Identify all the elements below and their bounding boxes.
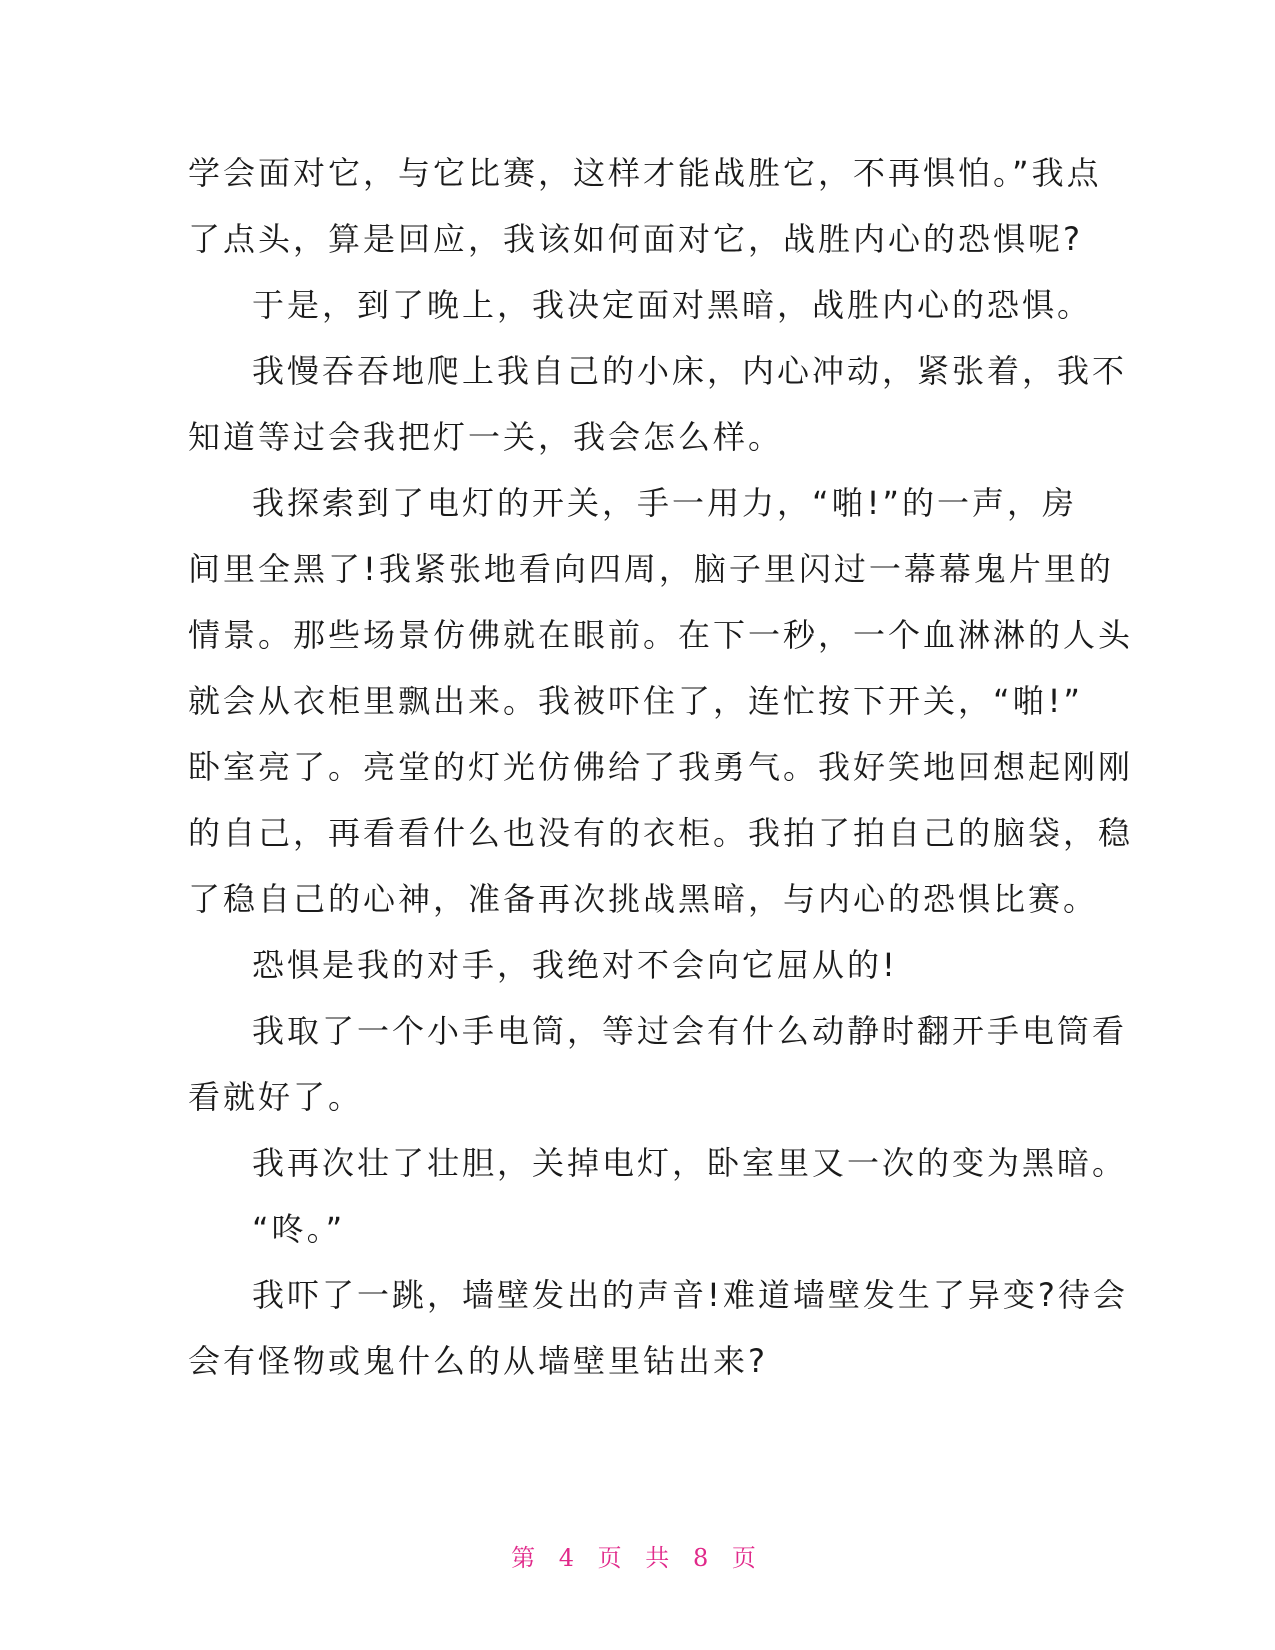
document-body xyxy=(188,140,1134,1394)
text-line: 间里全黑了!我紧张地看向四周，脑子里闪过一幕幕鬼片里的 xyxy=(188,550,1114,588)
paragraph-line: “咚。” xyxy=(252,1210,346,1248)
paragraph-line: 我探索到了电灯的开关，手一用力，“啪!”的一声，房 xyxy=(252,484,1077,522)
paragraph-line: 于是，到了晚上，我决定面对黑暗，战胜内心的恐惧。 xyxy=(252,286,1093,324)
text-line: 就会从衣柜里飘出来。我被吓住了，连忙按下开关，“啪!” xyxy=(188,682,1083,720)
text-line: 的自己，再看看什么也没有的衣柜。我拍了拍自己的脑袋，稳 xyxy=(188,814,1134,852)
paragraph-line: 我取了一个小手电筒，等过会有什么动静时翻开手电筒看 xyxy=(252,1012,1128,1050)
page-number-footer: 第 4 页 共 8 页 xyxy=(511,1544,764,1572)
text-line: 知道等过会我把灯一关，我会怎么样。 xyxy=(188,418,784,456)
paragraph-line: 恐惧是我的对手，我绝对不会向它屈从的! xyxy=(252,946,898,984)
paragraph-line: 我再次壮了壮胆，关掉电灯，卧室里又一次的变为黑暗。 xyxy=(252,1144,1128,1182)
text-line: 情景。那些场景仿佛就在眼前。在下一秒，一个血淋淋的人头 xyxy=(188,616,1134,654)
text-line: 卧室亮了。亮堂的灯光仿佛给了我勇气。我好笑地回想起刚刚 xyxy=(188,748,1134,786)
text-line: 看就好了。 xyxy=(188,1078,364,1116)
text-line: 了稳自己的心神，准备再次挑战黑暗，与内心的恐惧比赛。 xyxy=(188,880,1099,918)
text-line: 会有怪物或鬼什么的从墙壁里钻出来? xyxy=(188,1342,768,1380)
text-line: 了点头，算是回应，我该如何面对它，战胜内心的恐惧呢? xyxy=(188,220,1083,258)
paragraph-line: 我吓了一跳，墙壁发出的声音!难道墙壁发生了异变?待会 xyxy=(252,1276,1128,1314)
paragraph-line: 我慢吞吞地爬上我自己的小床，内心冲动，紧张着，我不 xyxy=(252,352,1128,390)
text-line: 学会面对它，与它比赛，这样才能战胜它，不再惧怕。”我点 xyxy=(188,154,1102,192)
